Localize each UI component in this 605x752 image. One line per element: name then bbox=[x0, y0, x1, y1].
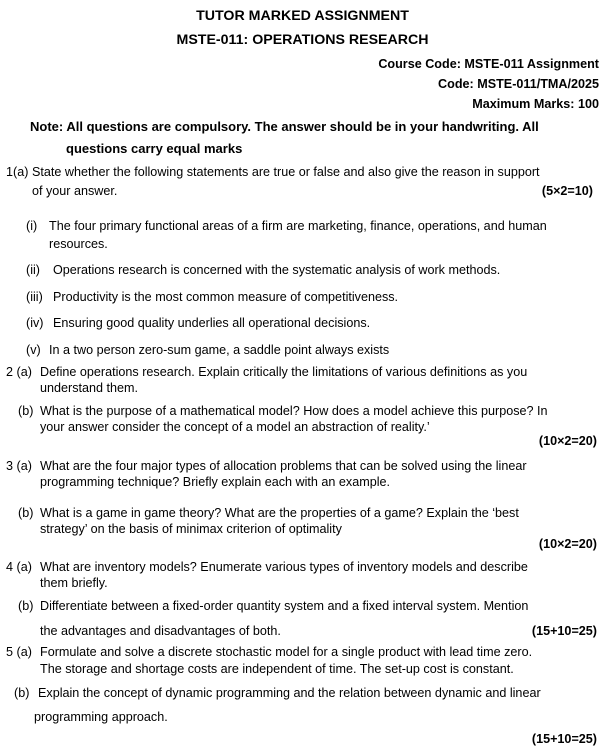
statement-text: Operations research is concerned with the systematic analysis of work methods. bbox=[53, 263, 501, 277]
statement-number: (iv) bbox=[26, 316, 44, 330]
q5-marks: (15+10=25) bbox=[531, 732, 597, 746]
statement-text-continued: resources. bbox=[49, 237, 108, 251]
q4b-number: (b) bbox=[18, 599, 34, 613]
assignment-code: Code: MSTE-011/TMA/2025 bbox=[438, 77, 599, 91]
q2b-text-line-1: What is the purpose of a mathematical model? How does a model achieve this purpose? In bbox=[40, 404, 548, 418]
statement-number: (iii) bbox=[26, 290, 43, 304]
q2b-number: (b) bbox=[18, 404, 34, 418]
q4a-number: 4 (a) bbox=[6, 560, 32, 574]
note-line-2: questions carry equal marks bbox=[66, 141, 243, 156]
q1-text-line-1: State whether the following statements are true or false and also give the reason in support bbox=[32, 165, 540, 179]
q2a-text-line-2: understand them. bbox=[40, 381, 139, 395]
q4a-text-line-2: them briefly. bbox=[40, 576, 108, 590]
q5b-text-line-1: Explain the concept of dynamic programming and the relation between dynamic and linear bbox=[38, 686, 541, 700]
q4a-text-line-1: What are inventory models? Enumerate various types of inventory models and describe bbox=[40, 560, 528, 574]
q3b-text-line-2: strategy’ on the basis of minimax criterion of optimality bbox=[40, 522, 342, 536]
q3a-text-line-2: programming technique? Briefly explain each with an example. bbox=[40, 475, 391, 489]
note-line-1: Note: All questions are compulsory. The answer should be in your handwriting. All bbox=[30, 119, 539, 134]
statement-text: The four primary functional areas of a firm are marketing, finance, operations, and human bbox=[49, 219, 547, 233]
q3-marks: (10×2=20) bbox=[538, 537, 597, 551]
q2-marks: (10×2=20) bbox=[538, 434, 597, 448]
q4b-text-line-1: Differentiate between a fixed-order quantity system and a fixed interval system. Mention bbox=[40, 599, 529, 613]
q3b-number: (b) bbox=[18, 506, 34, 520]
statement-text: Productivity is the most common measure of competitiveness. bbox=[53, 290, 399, 304]
q5b-number: (b) bbox=[14, 686, 30, 700]
q2a-number: 2 (a) bbox=[6, 365, 32, 379]
q5a-text-line-2: The storage and shortage costs are independent of time. The set-up cost is constant. bbox=[40, 662, 514, 676]
q1-number: 1(a) bbox=[6, 165, 29, 179]
q5a-text-line-1: Formulate and solve a discrete stochastic model for a single product with lead time zero. bbox=[40, 645, 533, 659]
q4-marks: (15+10=25) bbox=[531, 624, 597, 638]
statement-number: (ii) bbox=[26, 263, 40, 277]
max-marks: Maximum Marks: 100 bbox=[472, 97, 599, 111]
q2a-text-line-1: Define operations research. Explain critically the limitations of various definitions as you bbox=[40, 365, 528, 379]
course-title: MSTE-011: OPERATIONS RESEARCH bbox=[176, 32, 429, 48]
q3b-text-line-1: What is a game in game theory? What are the properties of a game? Explain the ‘best bbox=[40, 506, 519, 520]
page-title: TUTOR MARKED ASSIGNMENT bbox=[196, 8, 409, 24]
q5a-number: 5 (a) bbox=[6, 645, 32, 659]
q4b-text-line-2: the advantages and disadvantages of both. bbox=[40, 624, 281, 638]
course-code: Course Code: MSTE-011 Assignment bbox=[378, 57, 599, 71]
q1-text-line-2: of your answer. bbox=[32, 184, 118, 198]
statement-text: In a two person zero-sum game, a saddle point always exists bbox=[49, 343, 390, 357]
q3a-text-line-1: What are the four major types of allocation problems that can be solved using the linear bbox=[40, 459, 527, 473]
q3a-number: 3 (a) bbox=[6, 459, 32, 473]
q1-marks: (5×2=10) bbox=[541, 184, 593, 198]
statement-number: (v) bbox=[26, 343, 41, 357]
statement-text: Ensuring good quality underlies all operational decisions. bbox=[53, 316, 371, 330]
q5b-text-line-2: programming approach. bbox=[34, 710, 168, 724]
q2b-text-line-2: your answer consider the concept of a model an abstraction of reality.’ bbox=[40, 420, 430, 434]
statement-number: (i) bbox=[26, 219, 38, 233]
